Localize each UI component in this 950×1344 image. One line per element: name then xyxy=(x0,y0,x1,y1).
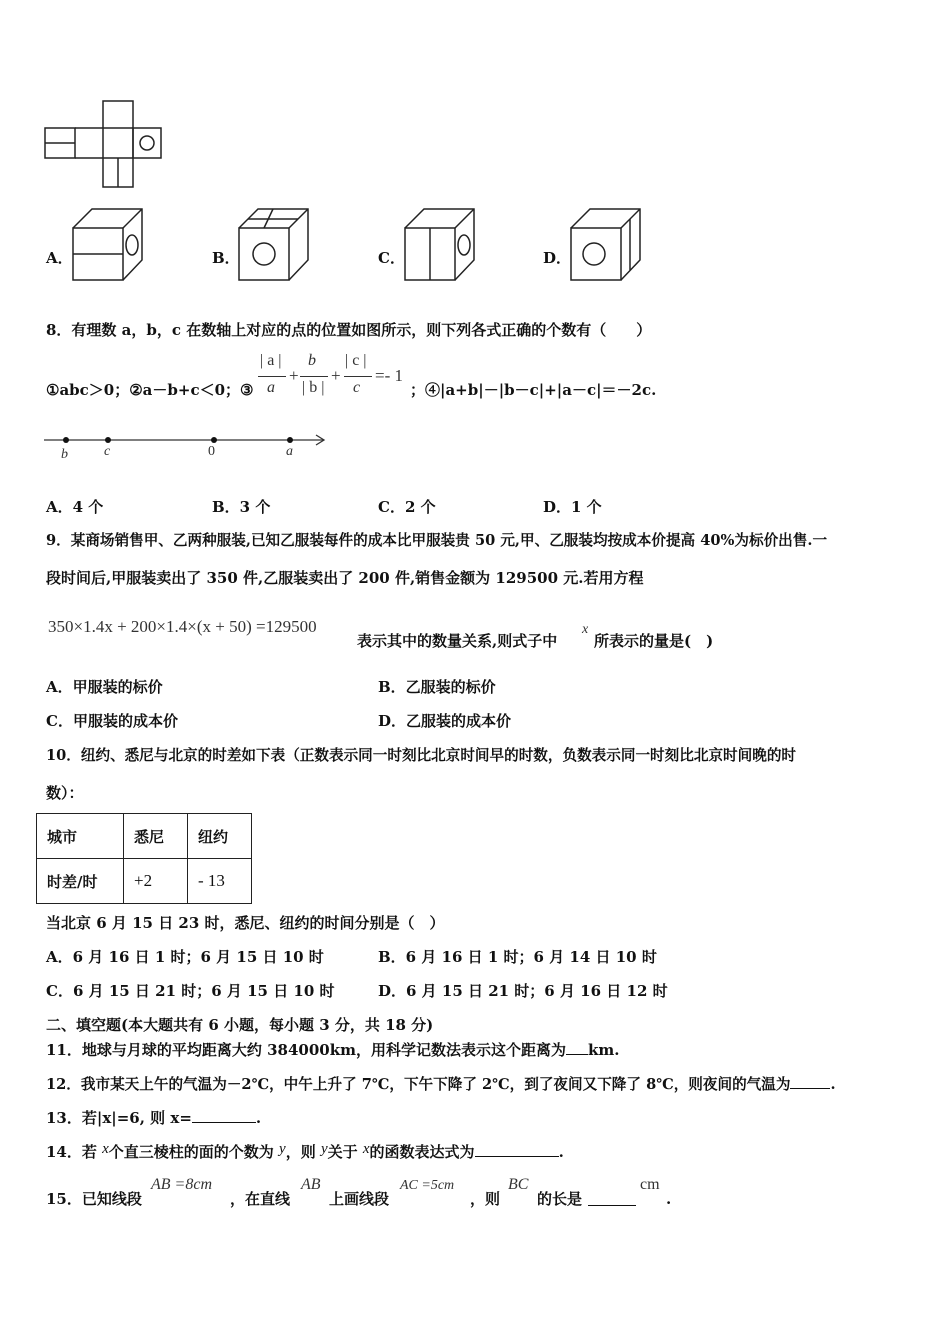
cube-option-c-icon xyxy=(404,208,476,282)
frac2-denominator: | b | xyxy=(302,379,325,396)
q8-option-a: A．4 个 xyxy=(46,498,104,516)
q14-x: x xyxy=(102,1141,109,1157)
plus-sign-2: + xyxy=(331,366,341,385)
frac3-numerator: | c | xyxy=(345,352,367,369)
section-2-heading: 二、填空题(本大题共有 6 小题，每小题 3 分，共 18 分) xyxy=(46,1016,434,1034)
point-b xyxy=(63,437,69,443)
time-difference-table xyxy=(36,813,252,904)
cube-option-b-icon xyxy=(238,208,310,282)
q12-blank[interactable] xyxy=(790,1074,830,1089)
q8-statement-4: ；④|a+b|－|b－c|+|a－c|＝－2c. xyxy=(410,381,657,399)
q14-a: 14．若 xyxy=(46,1143,97,1161)
q15-c: 上画线段 xyxy=(329,1190,390,1208)
q14-blank[interactable] xyxy=(475,1142,559,1157)
q15-b: ，在直线 xyxy=(230,1190,291,1208)
q9-option-c: C．甲服装的成本价 xyxy=(46,712,178,730)
option-d-label: D． xyxy=(543,249,572,267)
q12-tail: . xyxy=(830,1076,836,1093)
frac2-numerator: b xyxy=(308,352,316,369)
q10-option-b: B．6 月 16 日 1 时；6 月 14 日 10 时 xyxy=(378,948,657,966)
q14-d: 关于 xyxy=(327,1143,358,1161)
q9-equation: 350×1.4x + 200×1.4×(x + 50) =129500 xyxy=(48,617,317,636)
q15-unit: cm xyxy=(640,1176,660,1193)
cube-net-figure xyxy=(44,100,164,190)
q8-statements-1-2: ①abc＞0；②a－b+c＜0；③ xyxy=(46,381,254,399)
point-a xyxy=(287,437,293,443)
q9-line-2: 段时间后,甲服装卖出了 350 件,乙服装卖出了 200 件,销售金额为 129500 元.若用方程 xyxy=(46,569,644,587)
q10-line-1: 10．纽约、悉尼与北京的时差如下表（正数表示同一时刻比北京时间早的时数，负数表示同一时刻比北京时间晚的时 xyxy=(46,747,797,764)
q12 xyxy=(46,1074,836,1095)
q10-line-2: 数）： xyxy=(46,784,84,802)
q15-ac-length: AC =5cm xyxy=(400,1178,455,1193)
q8-fraction-expression xyxy=(258,352,418,402)
q14-tail: . xyxy=(558,1143,564,1161)
q10-option-c: C．6 月 15 日 21 时；6 月 15 日 10 时 xyxy=(46,982,335,1000)
q9-line-3b: 所表示的量是( ) xyxy=(594,632,714,650)
q9-option-d: D．乙服装的成本价 xyxy=(378,712,512,730)
table-cell-newyork: - 13 xyxy=(188,859,252,904)
q15-tail: . xyxy=(666,1190,672,1208)
table-header-row xyxy=(37,814,252,859)
option-a-label: A． xyxy=(46,249,73,267)
table-row xyxy=(37,859,252,904)
option-c-label: C． xyxy=(378,249,405,267)
q13-text: 13．若|x|=6, 则 x= xyxy=(46,1109,192,1127)
q10-option-d: D．6 月 15 日 21 时；6 月 16 日 12 时 xyxy=(378,982,668,1000)
q14-b: 个直三棱柱的面的个数为 xyxy=(108,1143,274,1161)
axis-label-0: 0 xyxy=(208,444,215,459)
q15-ab: AB xyxy=(301,1176,321,1193)
q11-tail: km. xyxy=(588,1041,620,1059)
q9-option-b: B．乙服装的标价 xyxy=(378,678,496,696)
q10-option-a: A．6 月 16 日 1 时；6 月 15 日 10 时 xyxy=(46,948,324,966)
q14-e: 的函数表达式为 xyxy=(369,1143,475,1161)
frac3-bar xyxy=(344,376,372,377)
table-header-sydney: 悉尼 xyxy=(124,814,188,859)
q11-blank[interactable] xyxy=(566,1040,588,1055)
plus-sign-1: + xyxy=(289,366,299,385)
table-cell-label: 时差/时 xyxy=(37,859,124,904)
q15-a: 15．已知线段 xyxy=(46,1190,142,1208)
q8-stem: 8．有理数 a，b，c 在数轴上对应的点的位置如图所示，则下列各式正确的个数有（ ） xyxy=(46,321,652,339)
axis-label-a: a xyxy=(286,444,293,459)
q15-blank[interactable] xyxy=(588,1191,636,1206)
cube-option-d-icon xyxy=(570,208,642,282)
q14-x2: x xyxy=(362,1141,370,1157)
q11-text: 11．地球与月球的平均距离大约 384000km，用科学记数法表示这个距离为 xyxy=(46,1041,566,1059)
point-0 xyxy=(211,437,217,443)
equals-minus-one: =- 1 xyxy=(375,366,403,385)
q14-y2: y xyxy=(320,1141,328,1157)
q8-option-d: D．1 个 xyxy=(543,498,602,516)
q15-d: ，则 xyxy=(470,1190,501,1208)
frac1-numerator: | a | xyxy=(260,352,282,369)
frac1-denominator: a xyxy=(267,379,275,396)
axis-label-c: c xyxy=(104,444,111,459)
frac3-denominator: c xyxy=(353,379,361,396)
q8-option-c: C．2 个 xyxy=(378,498,436,516)
cube-option-a-icon xyxy=(72,208,144,282)
table-header-city: 城市 xyxy=(37,814,124,859)
q9-var-x: x xyxy=(582,622,589,637)
q12-text: 12．我市某天上午的气温为－2℃，中午上升了 7℃，下午下降了 2℃，到了夜间又下降了 8℃，则夜间的气温为 xyxy=(46,1076,791,1093)
axis-label-b: b xyxy=(61,447,68,462)
q9-line-3a: 表示其中的数量关系,则式子中 xyxy=(357,632,558,650)
q10-question: 当北京 6 月 15 日 23 时，悉尼、纽约的时间分别是（ ） xyxy=(46,914,445,932)
q14-y: y xyxy=(279,1141,286,1157)
table-header-newyork: 纽约 xyxy=(188,814,252,859)
q11 xyxy=(46,1040,620,1060)
point-c xyxy=(105,437,111,443)
q15-ab-length: AB =8cm xyxy=(151,1176,212,1193)
q14 xyxy=(46,1142,564,1163)
q13-tail: . xyxy=(255,1109,262,1127)
q15-e: 的长是 xyxy=(537,1190,583,1208)
q15-bc: BC xyxy=(508,1176,529,1193)
q8-option-b: B．3 个 xyxy=(212,498,271,516)
q9-line-1: 9．某商场销售甲、乙两种服装,已知乙服装每件的成本比甲服装贵 50 元,甲、乙服装均按成本价提高 40%为标价出售.一 xyxy=(46,532,828,549)
table-cell-sydney: +2 xyxy=(124,859,188,904)
q13-blank[interactable] xyxy=(192,1108,256,1123)
q9-option-a: A．甲服装的标价 xyxy=(46,678,163,696)
frac2-bar xyxy=(300,376,328,377)
option-b-label: B． xyxy=(212,249,240,267)
q14-c: ，则 xyxy=(285,1143,316,1161)
frac1-bar xyxy=(258,376,286,377)
q13 xyxy=(46,1108,261,1128)
